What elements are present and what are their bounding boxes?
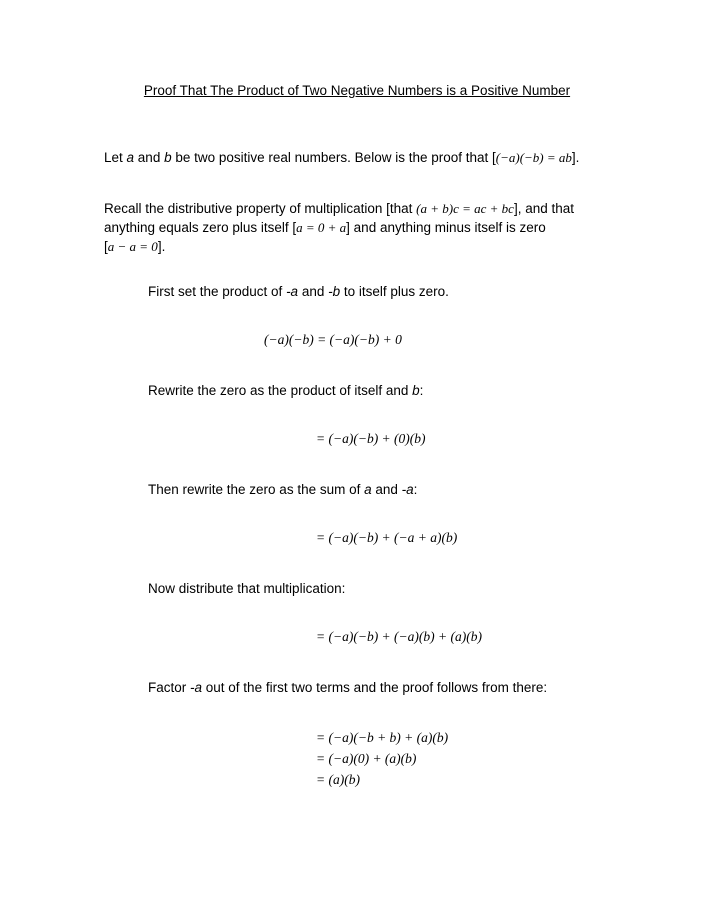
intro-var-b: b: [164, 150, 172, 165]
equation-3-text: = (−a)(−b) + (−a + a)(b): [316, 530, 458, 545]
step-1-mid: and: [298, 284, 329, 299]
step-1-post: to itself plus zero.: [340, 284, 449, 299]
step-1-var-1: -a: [286, 284, 299, 299]
step-3-var-1: a: [364, 482, 372, 497]
step-5-text: [148, 680, 668, 695]
equation-5-line-2: = (−a)(0) + (a)(b): [316, 751, 417, 766]
step-5-var-1: -a: [190, 680, 203, 695]
step-1-text: [148, 284, 668, 299]
recall-text-3: anything equals zero plus itself [: [104, 220, 297, 235]
step-2-text: [148, 383, 668, 398]
step-2-post: :: [419, 383, 424, 398]
intro-paragraph: [104, 148, 624, 167]
step-2-pre: Rewrite the zero as the product of itself and: [148, 383, 413, 398]
step-1-var-2: -b: [328, 284, 341, 299]
equation-5-line-1: = (−a)(−b + b) + (a)(b): [316, 730, 449, 745]
equation-1-text: (−a)(−b) = (−a)(−b) + 0: [264, 332, 402, 347]
step-4-text: Now distribute that multiplication:: [148, 581, 346, 596]
step-3-mid: and: [371, 482, 402, 497]
recall-math-distributive: (a + b)c = ac + bc: [416, 201, 514, 216]
equation-4-text: = (−a)(−b) + (−a)(b) + (a)(b): [316, 629, 482, 644]
step-3-text: [148, 482, 668, 497]
recall-math-zero-plus: a = 0 + a: [296, 220, 347, 235]
equation-2-text: = (−a)(−b) + (0)(b): [316, 431, 426, 446]
equation-1: [264, 332, 402, 348]
equation-4: [316, 629, 482, 645]
equation-2: [316, 431, 426, 447]
step-1-pre: First set the product of: [148, 284, 287, 299]
recall-text-6: ].: [157, 239, 166, 254]
intro-text-3: be two positive real numbers. Below is the proof that [: [171, 150, 496, 165]
recall-text-4: ] and anything minus itself is zero: [346, 220, 546, 235]
step-3-post: :: [413, 482, 418, 497]
equation-5-line-3: = (a)(b): [316, 772, 360, 787]
recall-text-1: Recall the distributive property of multiplication [that: [104, 201, 417, 216]
intro-var-a: a: [126, 150, 135, 165]
equation-5-block: [316, 727, 448, 790]
equation-3: [316, 530, 457, 546]
intro-math: (−a)(−b) = ab: [495, 150, 572, 165]
step-5-pre: Factor: [148, 680, 191, 695]
intro-text-4: ].: [571, 150, 580, 165]
step-3-var-2: -a: [401, 482, 414, 497]
step-2-var-1: b: [412, 383, 420, 398]
recall-paragraph: [104, 199, 624, 256]
intro-text-2: and: [134, 150, 165, 165]
intro-text-1: Let: [104, 150, 127, 165]
page-title: Proof That The Product of Two Negative Numbers is a Positive Number: [143, 83, 571, 98]
recall-text-5: [: [104, 239, 108, 254]
step-3-pre: Then rewrite the zero as the sum of: [148, 482, 365, 497]
recall-math-minus-self: a − a = 0: [107, 239, 158, 254]
step-5-post: out of the first two terms and the proof follows from there:: [202, 680, 548, 695]
recall-text-2: ], and that: [513, 201, 574, 216]
